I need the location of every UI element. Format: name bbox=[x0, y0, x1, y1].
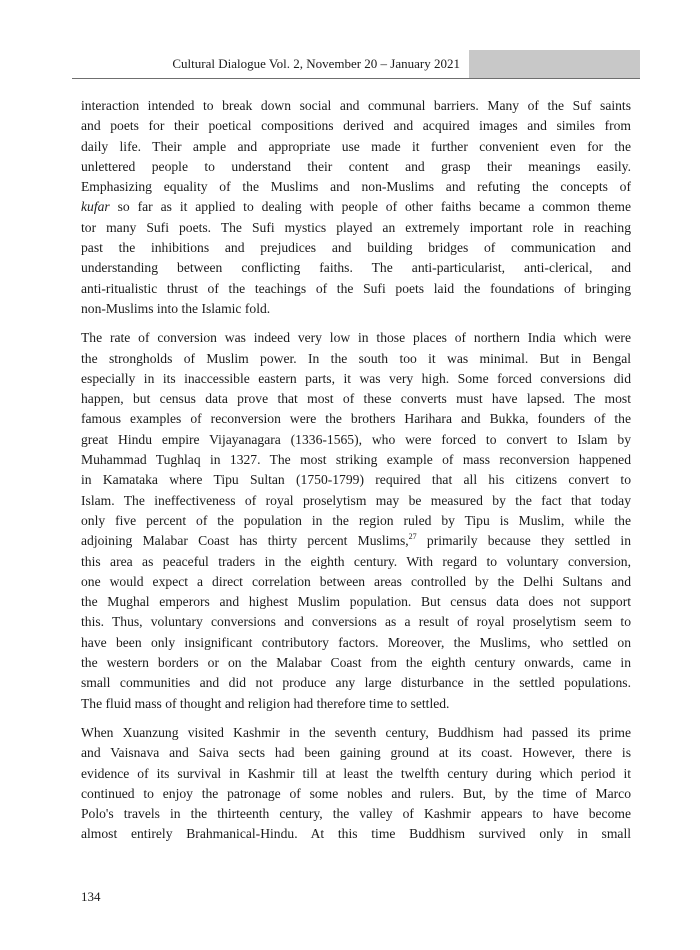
text-line: When Xuanzung visited Kashmir in the seventh century, Buddhism had passed its prime bbox=[81, 724, 631, 740]
paragraph bbox=[81, 723, 631, 845]
text-line: Emphasizing equality of the Muslims and non-Muslims and refuting the concepts of bbox=[81, 179, 631, 195]
text-line: adjoining Malabar Coast has thirty percent Muslims,$^{27}$ primarily because they settled in bbox=[81, 532, 631, 549]
italic-term: kufar bbox=[81, 199, 110, 215]
footnote-marker[interactable]: 27 bbox=[408, 532, 417, 542]
text-line: Polo's travels in the thirteenth century, the valley of Kashmir appears to have become bbox=[81, 806, 631, 822]
text-line: and Vaisnava and Saiva sects had been gaining ground at its coast. However, there is bbox=[81, 745, 631, 761]
text-line: almost entirely Brahmanical-Hindu. At this time Buddhism survived only in small bbox=[81, 826, 631, 842]
text-line: the western borders or on the Malabar Coast from the eighth century onwards, came in bbox=[81, 655, 631, 671]
text-line: the Mughal emperors and highest Muslim population. But census data does not support bbox=[81, 594, 631, 610]
text-line: unlettered people to understand their content and grasp their meanings easily. bbox=[81, 158, 631, 174]
running-header bbox=[72, 50, 640, 79]
text-line: and poets for their poetical compositions derived and acquired images and similes from bbox=[81, 118, 631, 134]
paragraph bbox=[81, 96, 631, 319]
text-line: evidence of its survival in Kashmir till at least the twelfth century during which period it bbox=[81, 765, 631, 781]
text-line: The fluid mass of thought and religion had therefore time to settled. bbox=[81, 695, 450, 711]
text-line: great Hindu empire Vijayanagara (1336-1565), who were forced to convert to Islam by bbox=[81, 431, 631, 447]
text-line: past the inhibitions and prejudices and building bridges of communication and bbox=[81, 240, 631, 256]
body-text bbox=[81, 96, 631, 854]
text-line: understanding between conflicting faiths. The anti-particularist, anti-clerical, and bbox=[81, 260, 631, 276]
text-line: kufar so far as it applied to dealing with people of other faiths became a common theme bbox=[81, 199, 631, 215]
text-line: interaction intended to break down social and communal barriers. Many of the Suf saints bbox=[81, 98, 631, 113]
text-line: happen, but census data prove that most of these converts must have lapsed. The most bbox=[81, 391, 631, 407]
text-line: famous examples of reconversion were the brothers Harihara and Bukka, founders of the bbox=[81, 411, 631, 427]
header-rule bbox=[72, 78, 640, 79]
text-line: daily life. Their ample and appropriate use made it further convenient even for the bbox=[81, 138, 631, 154]
text-line: continued to enjoy the patronage of some nobles and rulers. But, by the time of Marco bbox=[81, 785, 631, 801]
header-shade-box bbox=[469, 50, 640, 78]
text-line: this area as peaceful traders in the eighth century. With regard to voluntary conversion, bbox=[81, 553, 631, 569]
page-number: 134 bbox=[81, 889, 101, 904]
paragraph bbox=[81, 328, 631, 714]
text-line: non-Muslims into the Islamic fold. bbox=[81, 300, 271, 316]
text-line: tor many Sufi poets. The Sufi mystics played an extremely important role in reaching bbox=[81, 219, 631, 235]
text-line: have been only insignificant contributory factors. Moreover, the Muslims, who settled on bbox=[81, 634, 631, 650]
text-line: especially in its inaccessible eastern parts, it was very high. Some forced conversions did bbox=[81, 370, 631, 386]
running-title: Cultural Dialogue Vol. 2, November 20 – January 2021 bbox=[172, 56, 460, 71]
text-line: the strongholds of Muslim power. In the south too it was minimal. But in Bengal bbox=[81, 350, 631, 366]
text-line: in Kamataka where Tipu Sultan (1750-1799) required that all his citizens convert to bbox=[81, 472, 631, 488]
text-line: small communities and did not produce any large disturbance in the settled populations. bbox=[81, 675, 631, 691]
text-line: anti-ritualistic thrust of the teachings of the Sufi poets laid the foundations of bringing bbox=[81, 280, 631, 296]
text-line: Islam. The ineffectiveness of royal proselytism may be measured by the fact that today bbox=[81, 492, 631, 508]
text-line: one would expect a direct correlation between areas controlled by the Delhi Sultans and bbox=[81, 573, 631, 589]
text-line: Muhammad Tughlaq in 1327. The most striking example of mass reconversion happened bbox=[81, 452, 631, 468]
text-line: this. Thus, voluntary conversions and conversions as a result of royal proselytism seem to bbox=[81, 614, 631, 630]
text-line: The rate of conversion was indeed very low in those places of northern India which were bbox=[81, 330, 631, 346]
text-line: only five percent of the population in the region ruled by Tipu is Muslim, while the bbox=[81, 512, 631, 528]
